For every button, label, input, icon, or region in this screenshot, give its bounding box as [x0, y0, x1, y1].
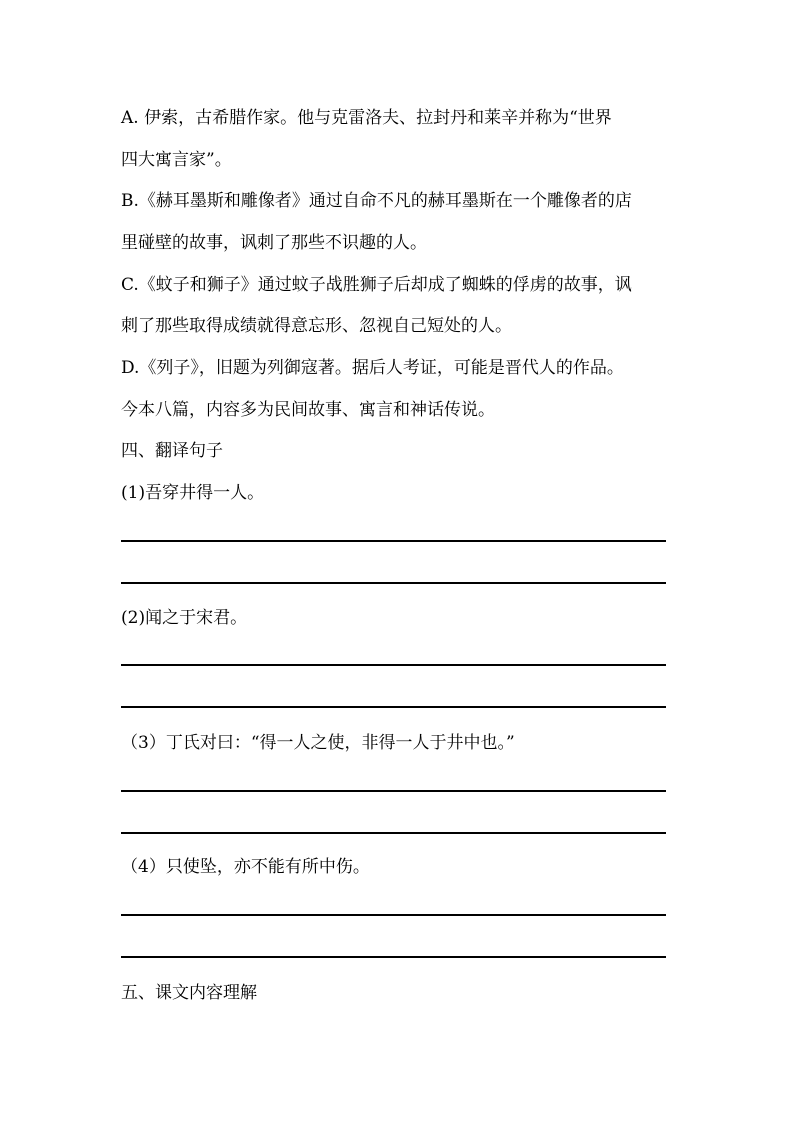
- answer-line[interactable]: [121, 706, 666, 708]
- option-d-line1: D.《列子》，旧题为列御寇著。据后人考证，可能是晋代人的作品。: [121, 358, 624, 378]
- answer-line[interactable]: [121, 664, 666, 666]
- option-b-line1: B.《赫耳墨斯和雕像者》通过自命不凡的赫耳墨斯在一个雕像者的店: [121, 191, 632, 211]
- option-a-line1: A. 伊索，古希腊作家。他与克雷洛夫、拉封丹和莱辛并称为“世界: [121, 108, 612, 128]
- option-b-line2: 里碰壁的故事，讽刺了那些不识趣的人。: [121, 233, 427, 253]
- answer-line[interactable]: [121, 832, 666, 834]
- option-a-line2: 四大寓言家”。: [121, 150, 232, 170]
- translate-item-4: （4）只使坠，亦不能有所中伤。: [121, 857, 370, 877]
- option-c-line1: C.《蚊子和狮子》通过蚊子战胜狮子后却成了蜘蛛的俘虏的故事，讽: [121, 275, 632, 295]
- option-c-line2: 刺了那些取得成绩就得意忘形、忽视自己短处的人。: [121, 316, 512, 336]
- answer-line[interactable]: [121, 790, 666, 792]
- answer-line[interactable]: [121, 914, 666, 916]
- answer-line[interactable]: [121, 540, 666, 542]
- section-4-title: 四、翻译句子: [121, 441, 223, 461]
- translate-item-1: (1)吾穿井得一人。: [121, 483, 265, 503]
- answer-line[interactable]: [121, 956, 666, 958]
- section-5-title: 五、课文内容理解: [121, 983, 257, 1003]
- answer-line[interactable]: [121, 582, 666, 584]
- translate-item-2: (2)闻之于宋君。: [121, 608, 248, 628]
- option-d-line2: 今本八篇，内容多为民间故事、寓言和神话传说。: [121, 400, 495, 420]
- translate-item-3: （3）丁氏对曰：“得一人之使，非得一人于井中也。”: [121, 733, 515, 753]
